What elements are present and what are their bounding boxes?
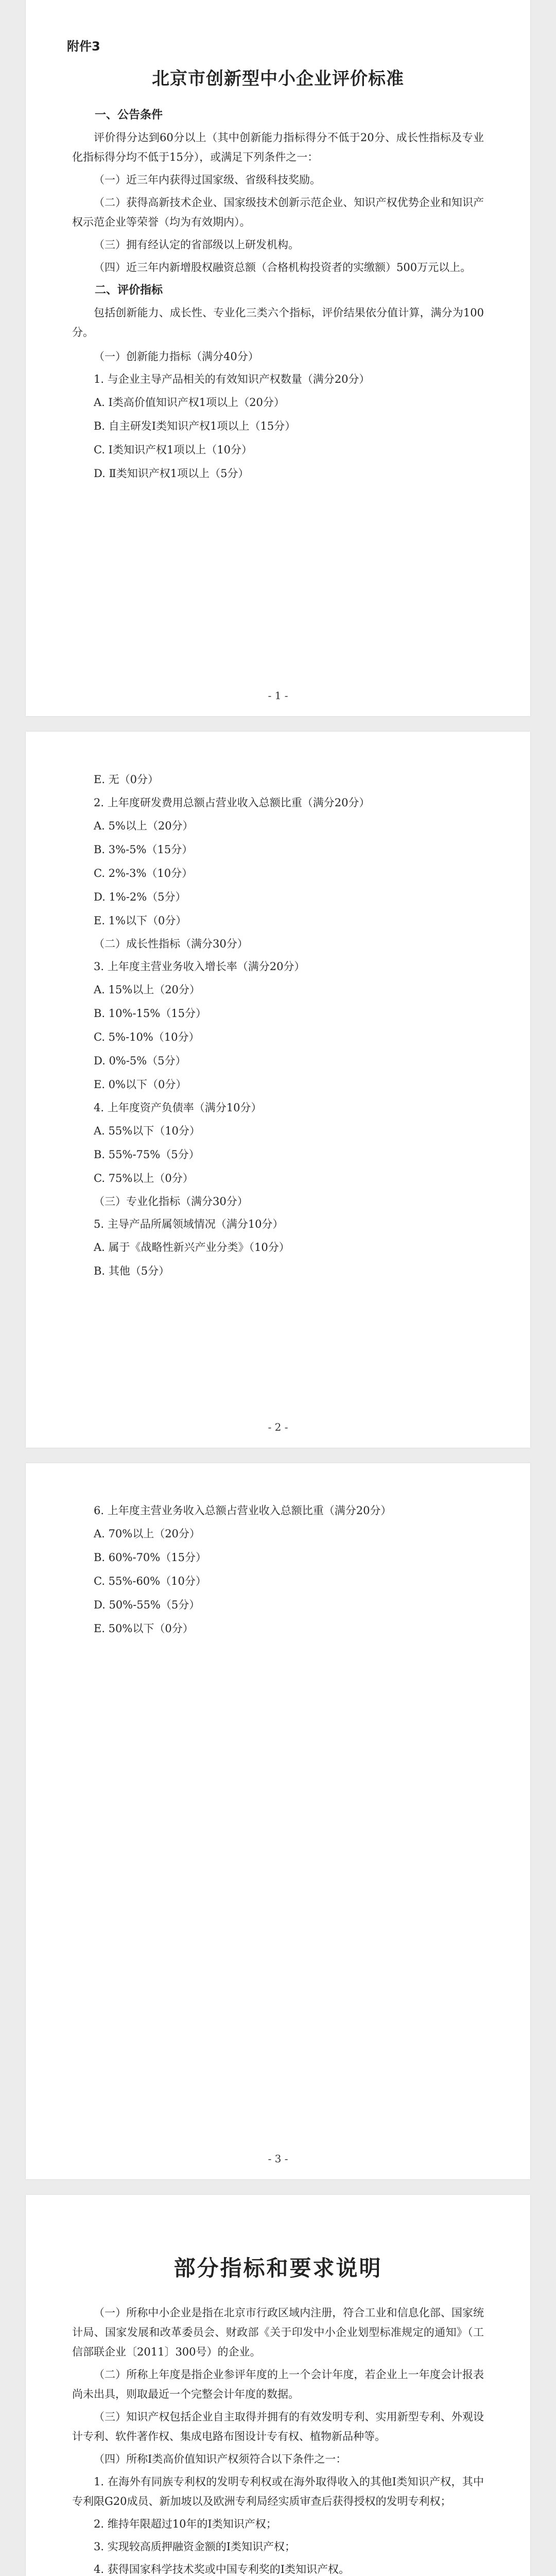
- option-item: A. 70%以上（20分）: [94, 1528, 200, 1540]
- option-item: A. 5%以上（20分）: [94, 820, 194, 832]
- explanation-paragraph: 4. 获得国家科学技术奖或中国专利奖的Ⅰ类知识产权。: [94, 2563, 350, 2575]
- explanation-paragraph: 2. 维持年限超过10年的Ⅰ类知识产权；: [94, 2518, 277, 2530]
- option-item: A. 15%以上（20分）: [94, 984, 200, 996]
- explanation-title: 部分指标和要求说明: [173, 2256, 383, 2281]
- option-item: E. 50%以下（0分）: [94, 1622, 194, 1635]
- indicator-5-heading: 5. 主导产品所属领域情况（满分10分）: [94, 1218, 284, 1230]
- option-item: D. Ⅱ类知识产权1项以上（5分）: [94, 467, 249, 480]
- explanation-paragraph: （二）所称上年度是指企业参评年度的上一个会计年度，若企业上一年度会计报表尚未出具，则取最近一个完整会计年度的数据。: [72, 2368, 484, 2400]
- option-item: B. 3%-5%（15分）: [94, 843, 193, 856]
- condition-item: （一）近三年内获得过国家级、省级科技奖励。: [94, 174, 321, 186]
- conditions-intro: 评价得分达到60分以上（其中创新能力指标得分不低于20分、成长性指标及专业化指标得分均不低于15分），或满足下列条件之一：: [72, 131, 484, 163]
- option-item: C. 5%-10%（10分）: [94, 1031, 200, 1043]
- option-item: C. 55%-60%（10分）: [94, 1575, 206, 1587]
- page-2: [26, 732, 530, 1448]
- explanation-paragraph: 1. 在海外有同族专利权的发明专利权或在海外取得收入的其他Ⅰ类知识产权，其中专利限G20成员、新加坡以及欧洲专利局经实质审查后获得授权的发明专利权；: [72, 2476, 484, 2507]
- option-item: D. 1%-2%（5分）: [94, 891, 186, 903]
- indicator-4-heading: 4. 上年度资产负债率（满分10分）: [94, 1101, 262, 1114]
- page-number: - 3 -: [268, 2153, 288, 2165]
- specialization-heading: （三）专业化指标（满分30分）: [94, 1195, 248, 1208]
- condition-item: （三）拥有经认定的省部级以上研发机构。: [94, 239, 299, 251]
- explanation-paragraph: （一）所称中小企业是指在北京市行政区域内注册，符合工业和信息化部、国家统计局、国家发展和改革委员会、财政部《关于印发中小企业划型标准规定的通知》（工信部联企业〔2011〕300号）的企业。: [72, 2307, 484, 2358]
- option-item: E. 1%以下（0分）: [94, 914, 187, 927]
- option-item: C. 75%以上（0分）: [94, 1172, 194, 1184]
- option-item: E. 0%以下（0分）: [94, 1078, 187, 1091]
- page-number: - 1 -: [268, 689, 288, 702]
- indicator-6-heading: 6. 上年度主营业务收入总额占营业收入总额比重（满分20分）: [94, 1504, 392, 1517]
- option-item: B. 其他（5分）: [94, 1265, 170, 1277]
- option-item: B. 自主研发Ⅰ类知识产权1项以上（15分）: [94, 420, 296, 432]
- explanation-paragraph: 3. 实现较高质押融资金额的Ⅰ类知识产权；: [94, 2540, 296, 2553]
- indicator-2-heading: 2. 上年度研发费用总额占营业收入总额比重（满分20分）: [94, 796, 370, 809]
- option-item: A. 属于《战略性新兴产业分类》（10分）: [94, 1241, 290, 1253]
- growth-heading: （二）成长性指标（满分30分）: [94, 938, 248, 950]
- option-item: B. 60%-70%（15分）: [94, 1551, 206, 1564]
- option-item: D. 50%-55%（5分）: [94, 1599, 200, 1611]
- indicator-3-heading: 3. 上年度主营业务收入增长率（满分20分）: [94, 960, 305, 973]
- attachment-label: 附件3: [67, 39, 100, 54]
- explanation-paragraph: （三）知识产权包括企业自主取得并拥有的有效发明专利、实用新型专利、外观设计专利、软件著作权、集成电路布图设计专有权、植物新品种等。: [72, 2411, 484, 2443]
- document-title: 北京市创新型中小企业评价标准: [152, 69, 404, 89]
- option-item: E. 无（0分）: [94, 773, 159, 786]
- option-item: B. 55%-75%（5分）: [94, 1148, 200, 1161]
- page-4: [26, 2195, 530, 2576]
- indicator-1-heading: 1. 与企业主导产品相关的有效知识产权数量（满分20分）: [94, 373, 370, 385]
- criteria-intro: 包括创新能力、成长性、专业化三类六个指标，评价结果依分值计算，满分为100分。: [72, 307, 484, 338]
- option-item: D. 0%-5%（5分）: [94, 1055, 186, 1067]
- innovation-heading: （一）创新能力指标（满分40分）: [94, 350, 259, 363]
- option-item: C. 2%-3%（10分）: [94, 867, 193, 879]
- option-item: B. 10%-15%（15分）: [94, 1007, 206, 1020]
- explanation-paragraph: （四）所称Ⅰ类高价值知识产权须符合以下条件之一：: [94, 2453, 347, 2465]
- option-item: A. 55%以下（10分）: [94, 1125, 200, 1137]
- section-heading-conditions: 一、公告条件: [95, 109, 163, 122]
- condition-item: （二）获得高新技术企业、国家级技术创新示范企业、知识产权优势企业和知识产权示范企业等荣誉（均为有效期内）。: [72, 196, 484, 228]
- page-3: [26, 1463, 530, 2179]
- condition-item: （四）近三年内新增股权融资总额（合格机构投资者的实缴额）500万元以上。: [94, 261, 472, 274]
- section-heading-criteria: 二、评价指标: [95, 284, 163, 297]
- page-1: [26, 0, 530, 716]
- option-item: A. Ⅰ类高价值知识产权1项以上（20分）: [94, 396, 285, 409]
- option-item: C. Ⅰ类知识产权1项以上（10分）: [94, 444, 253, 456]
- page-number: - 2 -: [268, 1421, 288, 1433]
